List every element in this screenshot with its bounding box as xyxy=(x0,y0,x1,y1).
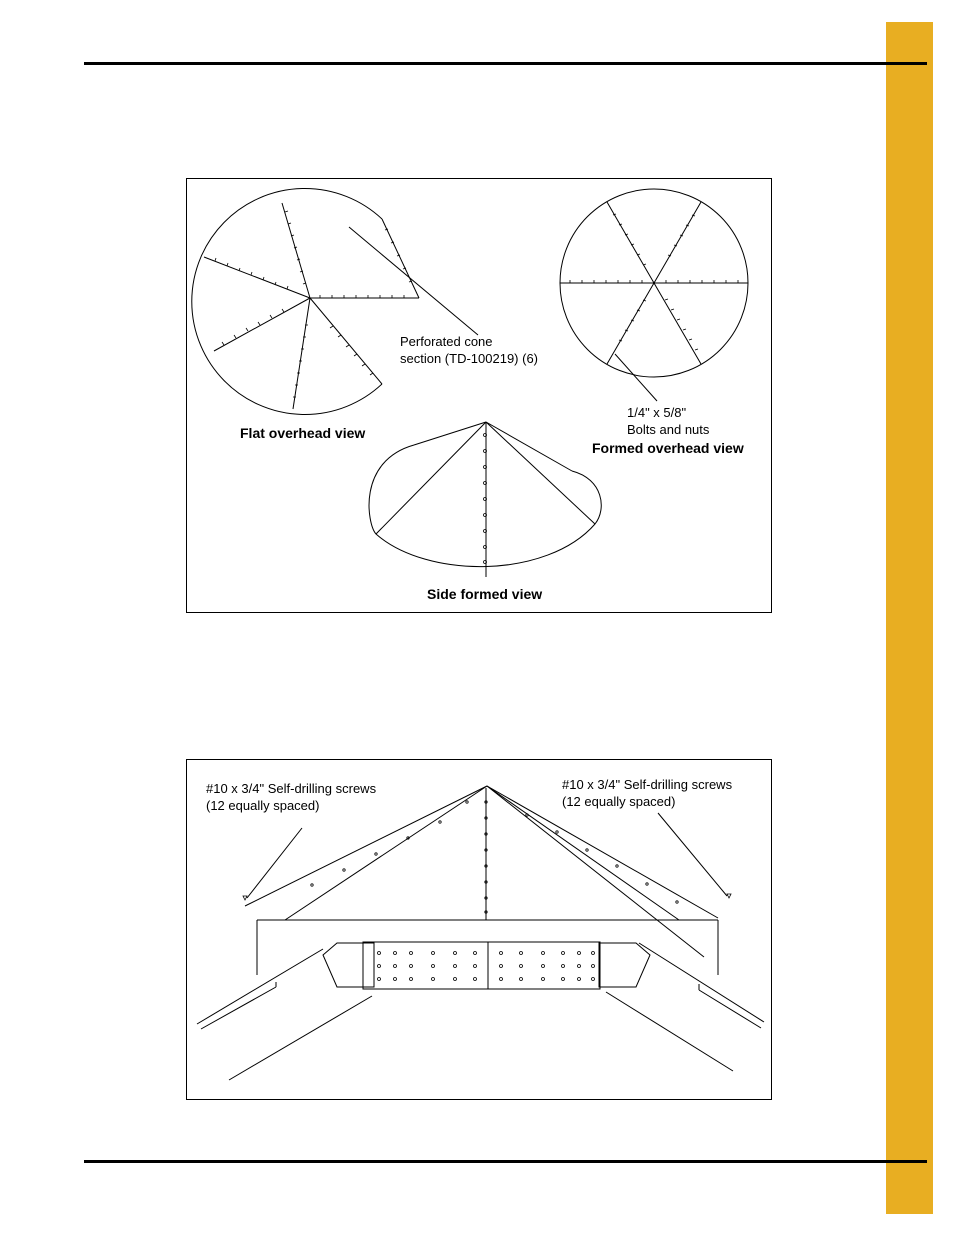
bolts-callout-line1: 1/4" x 5/8" xyxy=(627,405,687,420)
header-rule xyxy=(84,62,927,65)
footer-rule xyxy=(84,1160,927,1163)
bolts-callout-line2: Bolts and nuts xyxy=(627,422,710,437)
side-formed-caption: Side formed view xyxy=(427,586,543,602)
cone-mounting-figure xyxy=(186,759,772,1100)
left-screws-callout-line1: #10 x 3/4" Self-drilling screws xyxy=(206,781,377,796)
flat-overhead-drawing xyxy=(192,189,478,415)
cone-assembly-figure xyxy=(186,178,772,613)
section-tab xyxy=(886,22,933,1214)
formed-overhead-caption: Formed overhead view xyxy=(592,440,744,456)
left-screws-callout-line2: (12 equally spaced) xyxy=(206,798,320,813)
cone-assembly-drawing xyxy=(187,179,773,614)
cone-section-callout-line2: section (TD-100219) (6) xyxy=(400,351,538,366)
cone-section-callout-line1: Perforated cone xyxy=(400,334,493,349)
formed-overhead-drawing xyxy=(560,189,748,401)
side-formed-drawing xyxy=(369,422,601,577)
right-screws-callout-line2: (12 equally spaced) xyxy=(562,794,676,809)
flat-overhead-caption: Flat overhead view xyxy=(240,425,366,441)
right-screws-callout-line1: #10 x 3/4" Self-drilling screws xyxy=(562,777,733,792)
